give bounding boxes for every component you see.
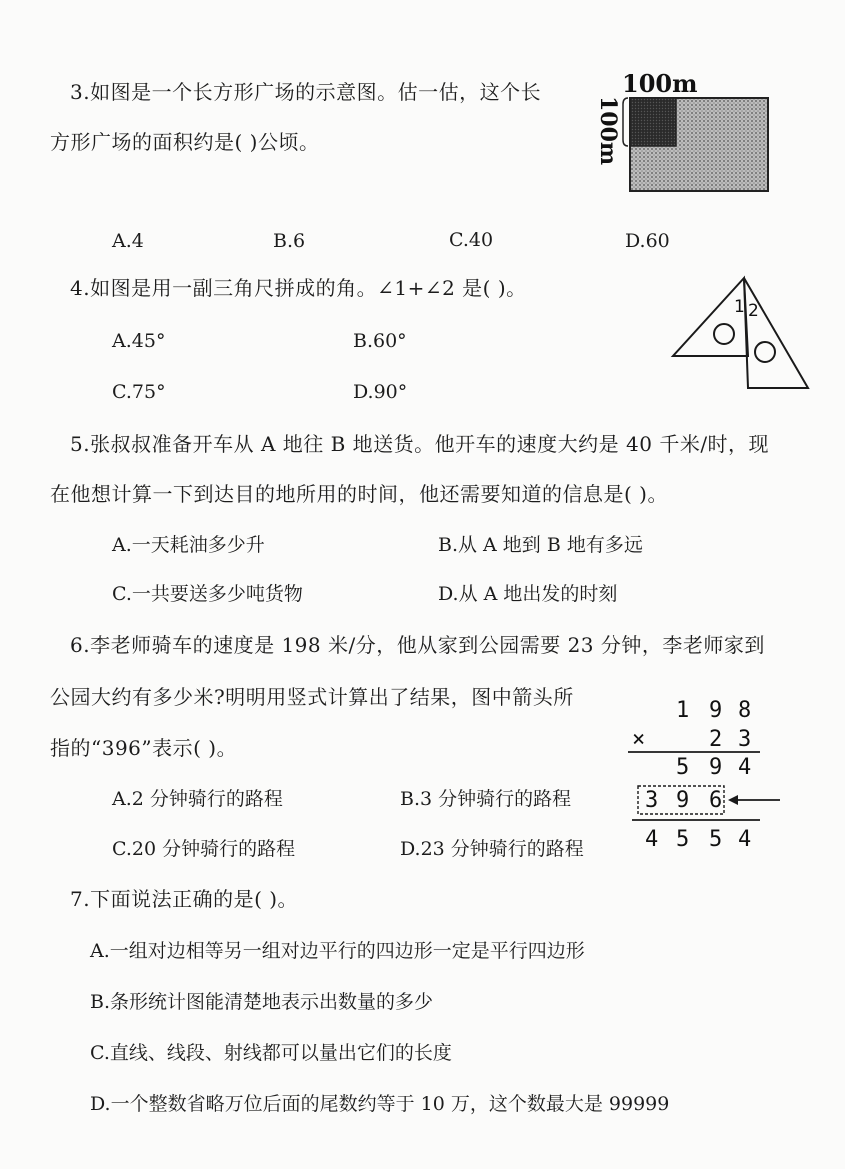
q5-stem-line1: 5.张叔叔准备开车从 A 地往 B 地送货。他开车的速度大约是 40 千米/时，现: [70, 432, 770, 456]
width-label: 100m: [622, 69, 698, 98]
row2-digit-2: 3: [738, 727, 752, 752]
hectare-square: [630, 98, 676, 146]
q7-option-c: C.直线、线段、射线都可以量出它们的长度: [90, 1042, 452, 1064]
angle-2-label: 2: [748, 301, 759, 321]
q6-option-b: B.3 分钟骑行的路程: [400, 788, 572, 810]
q6-option-a: A.2 分钟骑行的路程: [112, 788, 283, 810]
q4-option-a: A.45°: [112, 330, 166, 352]
q4-set-square-figure: [668, 272, 813, 394]
q6-vertical-calculation: [620, 690, 790, 855]
q3-stem-line2: 方形广场的面积约是( )公顷。: [50, 130, 320, 154]
q5-option-d: D.从 A 地出发的时刻: [438, 583, 618, 605]
row3-digit-3: 4: [738, 755, 752, 780]
q6-option-d: D.23 分钟骑行的路程: [400, 838, 584, 860]
row1-digit-2: 9: [709, 698, 723, 723]
q4-stem: 4.如图是用一副三角尺拼成的角。∠1+∠2 是( )。: [70, 276, 527, 300]
q7-stem: 7.下面说法正确的是( )。: [70, 887, 299, 911]
multiply-sign: ×: [632, 727, 646, 752]
row4-digit-3: 6: [709, 788, 723, 813]
row5-digit-1: 4: [645, 827, 659, 852]
q3-stem-line1: 3.如图是一个长方形广场的示意图。估一估，这个长: [70, 80, 542, 104]
q6-stem-line2: 公园大约有多少米?明明用竖式计算出了结果，图中箭头所: [50, 685, 574, 709]
q4-option-d: D.90°: [353, 381, 408, 403]
q5-option-b: B.从 A 地到 B 地有多远: [438, 534, 643, 556]
q4-option-b: B.60°: [353, 330, 407, 352]
left-triangle: [673, 278, 748, 356]
row1-digit-3: 8: [738, 698, 752, 723]
right-triangle: [744, 278, 808, 388]
q7-option-b: B.条形统计图能清楚地表示出数量的多少: [90, 991, 434, 1013]
row2-digit-1: 2: [709, 727, 723, 752]
row1-digit-1: 1: [676, 698, 690, 723]
row4-digit-1: 3: [645, 788, 659, 813]
q6-stem-line1: 6.李老师骑车的速度是 198 米/分，他从家到公园需要 23 分钟，李老师家到: [70, 633, 765, 657]
q5-stem-line2: 在他想计算一下到达目的地所用的时间，他还需要知道的信息是( )。: [50, 482, 668, 506]
row5-digit-3: 5: [709, 827, 723, 852]
q7-option-d: D.一个整数省略万位后面的尾数约等于 10 万，这个数最大是 99999: [90, 1093, 670, 1115]
q3-option-b: B.6: [273, 230, 306, 252]
angle-1-label: 1: [734, 297, 745, 317]
q3-rectangle-figure: [595, 68, 775, 198]
q3-option-a: A.4: [112, 230, 144, 252]
q4-option-c: C.75°: [112, 381, 166, 403]
q5-option-a: A.一天耗油多少升: [112, 534, 265, 556]
q5-option-c: C.一共要送多少吨货物: [112, 583, 303, 605]
row5-digit-4: 4: [738, 827, 752, 852]
row4-digit-2: 9: [676, 788, 690, 813]
q6-stem-line3: 指的“396”表示( )。: [50, 736, 238, 760]
q6-option-c: C.20 分钟骑行的路程: [112, 838, 296, 860]
q7-option-a: A.一组对边相等另一组对边平行的四边形一定是平行四边形: [90, 940, 585, 962]
row5-digit-2: 5: [676, 827, 690, 852]
row3-digit-2: 9: [709, 755, 723, 780]
row3-digit-1: 5: [676, 755, 690, 780]
q3-option-d: D.60: [625, 230, 670, 252]
q3-option-c: C.40: [449, 229, 494, 251]
height-label: 100m: [595, 96, 621, 166]
